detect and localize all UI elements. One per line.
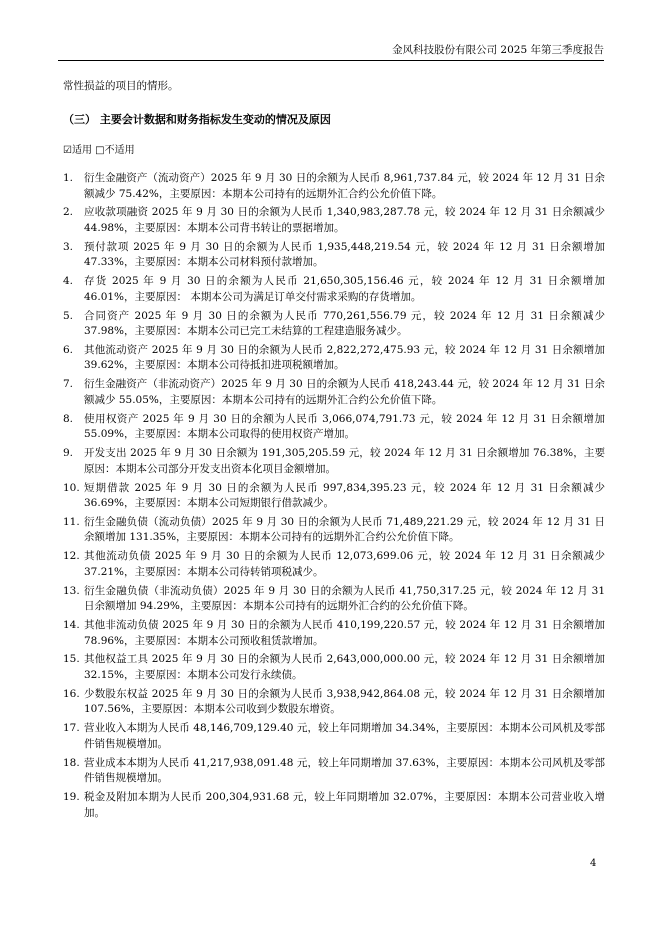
- list-item: [63, 274, 605, 305]
- list-item: [63, 446, 605, 477]
- list-item: [63, 721, 605, 752]
- list-item-number: 17.: [63, 722, 80, 735]
- list-item-number: 12.: [63, 550, 80, 563]
- list-item-text: 预付款项 2025 年 9 月 30 日的余额为人民币 1,935,448,219.54 元，较 2024 年 12 月 31 日余额增加 47.33%，主要原因：本期本公司材料预付款增加。: [84, 240, 605, 269]
- list-item-number: 3.: [63, 240, 74, 253]
- list-item-number: 9.: [63, 447, 74, 460]
- list-item-text: 存货 2025 年 9 月 30 日的余额为人民币 21,650,305,156.46 元，较 2024 年 12 月 31 日余额增加 46.01%，主要原因： 本期本公司为满足订单交付需求采购的存货增加。: [84, 275, 605, 303]
- list-item: [63, 205, 605, 236]
- list-item: [63, 515, 605, 546]
- list-item-number: 2.: [63, 206, 74, 219]
- list-item-text: 衍生金融资产（非流动资产）2025 年 9 月 30 日的余额为人民币 418,243.44 元，较 2024 年 12 月 31 日余额减少 55.05%，主要原因：本期本公司持有的远期外汇合约公允价值下降。: [84, 378, 605, 406]
- change-explanation-list: [63, 171, 605, 824]
- page-header: [58, 42, 604, 61]
- list-item-number: 5.: [63, 309, 74, 322]
- list-item-text: 少数股东权益 2025 年 9 月 30 日的余额为人民币 3,938,942,864.08 元，较 2024 年 12 月 31 日余额增加 107.56%，主要原因：本期本公司收到少数股东增资。: [84, 687, 605, 716]
- section-title: （三） 主要会计数据和财务指标发生变动的情况及原因: [63, 113, 331, 126]
- list-item-number: 10.: [63, 481, 80, 494]
- list-item-text: 其他权益工具 2025 年 9 月 30 日的余额为人民币 2,643,000,000.00 元，较 2024 年 12 月 31 日余额增加 32.15%，主要原因：本期本公司发行永续债。: [84, 653, 605, 681]
- list-item-number: 15.: [63, 653, 80, 666]
- list-item-text: 其他非流动负债 2025 年 9 月 30 日的余额为人民币 410,199,220.57 元，较 2024 年 12 月 31 日余额增加 78.96%，主要原因：本期本公司预收租赁款增加。: [84, 619, 605, 647]
- list-item: [63, 171, 605, 202]
- list-item-text: 短期借款 2025 年 9 月 30 日的余额为人民币 997,834,395.23 元，较 2024 年 12 月 31 日余额减少 36.69%，主要原因：本期本公司短期银行借款减少。: [84, 481, 605, 510]
- list-item-number: 1.: [63, 172, 74, 184]
- list-item-number: 7.: [63, 378, 74, 391]
- list-item: [63, 652, 605, 683]
- list-item: [63, 343, 605, 374]
- list-item: [63, 756, 605, 787]
- list-item-text: 其他流动资产 2025 年 9 月 30 日的余额为人民币 2,822,272,475.93 元，较 2024 年 12 月 31 日余额增加 39.62%，主要原因：本期本公司待抵扣进项税额增加。: [84, 343, 605, 372]
- list-item-text: 应收款项融资 2025 年 9 月 30 日的余额为人民币 1,340,983,287.78 元，较 2024 年 12 月 31 日余额减少 44.98%，主要原因：本期本公司背书转让的票据增加。: [84, 206, 605, 234]
- list-item-number: 4.: [63, 275, 74, 288]
- list-item-number: 18.: [63, 756, 80, 769]
- list-item: [63, 549, 605, 580]
- page-number: 4: [590, 858, 597, 869]
- list-item: [63, 687, 605, 718]
- list-item-text: 税金及附加本期为人民币 200,304,931.68 元，较上年同期增加 32.07%，主要原因：本期本公司营业收入增加。: [84, 791, 605, 819]
- list-item-text: 衍生金融负债（非流动负债）2025 年 9 月 30 日的余额为人民币 41,750,317.25 元，较 2024 年 12 月 31 日余额增加 94.29%，主要原因：本期本公司持有的远期外汇合约的公允价值下降。: [84, 584, 605, 613]
- list-item: [63, 481, 605, 512]
- list-item: [63, 377, 605, 408]
- list-item: [63, 240, 605, 271]
- report-title: 金风科技股份有限公司 2025 年第三季度报告: [392, 44, 604, 56]
- list-item-number: 11.: [63, 515, 80, 528]
- list-item-text: 其他流动负债 2025 年 9 月 30 日的余额为人民币 12,073,699.06 元，较 2024 年 12 月 31 日余额减少 37.21%，主要原因：本期本公司待转销项税减少。: [84, 550, 605, 578]
- list-item-number: 13.: [63, 584, 80, 597]
- list-item: [63, 618, 605, 649]
- list-item-number: 8.: [63, 412, 74, 425]
- intro-text: 常性损益的项目的情形。: [63, 80, 179, 92]
- list-item-text: 衍生金融负债（流动负债）2025 年 9 月 30 日的余额为人民币 71,489,221.29 元，较 2024 年 12 月 31 日余额增加 131.35%，主要原因：本期本公司持有的远期外汇合约公允价值下降。: [84, 515, 605, 544]
- list-item-text: 营业收入本期为人民币 48,146,709,129.40 元，较上年同期增加 34.34%，主要原因：本期本公司风机及零部件销售规模增加。: [84, 722, 605, 750]
- list-item: [63, 309, 605, 340]
- list-item: [63, 412, 605, 443]
- list-item-text: 使用权资产 2025 年 9 月 30 日的余额为人民币 3,066,074,791.73 元，较 2024 年 12 月 31 日余额增加 55.09%，主要原因：本期本公司取得的使用权资产增加。: [84, 412, 605, 441]
- list-item-text: 营业成本本期为人民币 41,217,938,091.48 元，较上年同期增加 37.63%，主要原因：本期本公司风机及零部件销售规模增加。: [84, 756, 605, 785]
- list-item-text: 开发支出 2025 年 9 月 30 日余额为 191,305,205.59 元，较 2024 年 12 月 31 日余额增加 76.38%，主要原因：本期本公司部分开发支出资本化项目金额增加。: [84, 447, 605, 475]
- list-item-text: 衍生金融资产（流动资产）2025 年 9 月 30 日的余额为人民币 8,961,737.84 元，较 2024 年 12 月 31 日余额减少 75.42%，主要原因：本期本公司持有的远期外汇合约公允价值下降。: [84, 172, 605, 200]
- list-item-number: 19.: [63, 791, 80, 804]
- list-item-number: 16.: [63, 687, 80, 700]
- list-item: [63, 790, 605, 821]
- list-item: [63, 584, 605, 615]
- list-item-number: 6.: [63, 343, 74, 356]
- list-item-number: 14.: [63, 619, 80, 632]
- list-item-text: 合同资产 2025 年 9 月 30 日的余额为人民币 770,261,556.79 元，较 2024 年 12 月 31 日余额减少 37.98%，主要原因：本期本公司已完工未结算的工程建造服务减少。: [84, 309, 605, 338]
- applicability-checkbox-line: ☑适用 □不适用: [63, 145, 135, 156]
